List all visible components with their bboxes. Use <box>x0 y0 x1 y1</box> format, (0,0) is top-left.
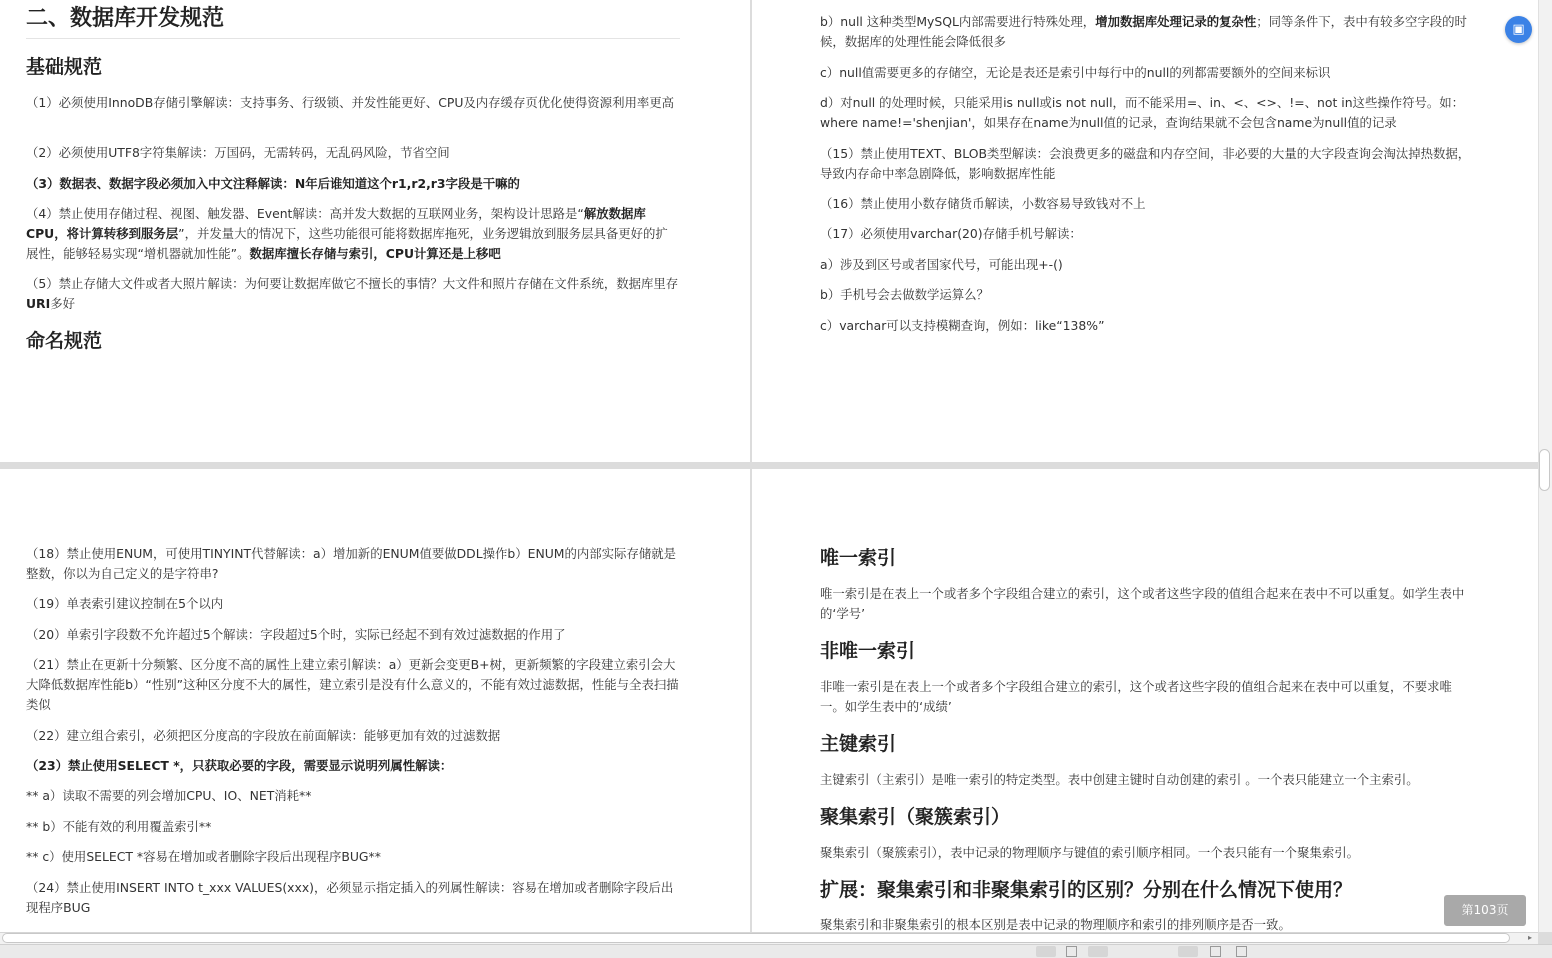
rule-item-21: （21）禁止在更新十分频繁、区分度不高的属性上建立索引解读：a）更新会变更B+树，更新频繁的字段建立索引会大大降低数据库性能b）“性别”这种区分度不大的属性，建立索引是没有什么意义的，不能有效过滤数据，性能与全表扫描类似 <box>26 657 679 712</box>
phone-item-b: b）手机号会去做数学运算么？ <box>820 287 989 302</box>
page-top-right <box>752 0 1538 462</box>
select-note-a: ** a）读取不需要的列会增加CPU、IO、NET消耗** <box>26 788 312 803</box>
heading-unique-index: 唯一索引 <box>820 547 897 569</box>
para-clustered-index: 聚集索引（聚簇索引），表中记录的物理顺序与键值的索引顺序相同。一个表只能有一个聚集索引。 <box>820 845 1359 860</box>
null-item-c: c）null值需要更多的存储空，无论是表还是索引中每行中的null的列都需要额外的空间来标识 <box>820 65 1331 80</box>
page-top-left <box>0 0 750 462</box>
rule-item-19: （19）单表索引建议控制在5个以内 <box>26 596 224 611</box>
null-item-b: b）null 这种类型MySQL内部需要进行特殊处理，增加数据库处理记录的复杂性；同等条件下，表中有较多空字段的时候，数据库的处理性能会降低很多 <box>820 14 1467 49</box>
rule-item-23: （23）禁止使用SELECT *，只获取必要的字段，需要显示说明列属性解读： <box>26 758 453 773</box>
read-mode-button[interactable] <box>1178 946 1198 957</box>
heading-non-unique-index: 非唯一索引 <box>820 640 916 662</box>
null-item-d: d）对null 的处理时候，只能采用is null或is not null，而不能采用=、in、<、<>、!=、not in这些操作符号。如：where name!='shenjian'，如果存在name为null值的记录，查询结果就不会包含name为null值的记录 <box>820 95 1465 130</box>
two-page-view-button[interactable] <box>1088 946 1108 957</box>
page-bottom-right <box>752 469 1538 932</box>
rule-item-22: （22）建立组合索引，必须把区分度高的字段放在前面解读：能够更加有效的过滤数据 <box>26 728 501 743</box>
heading-primary-key-index: 主键索引 <box>820 733 897 755</box>
rule-item-16: （16）禁止使用小数存储货币解读，小数容易导致钱对不上 <box>820 196 1146 211</box>
page-bottom-left <box>0 469 750 932</box>
para-non-unique-index: 非唯一索引是在表上一个或者多个字段组合建立的索引，这个或者这些字段的值组合起来在表中可以重复，不要求唯一。如学生表中的‘成绩’ <box>820 679 1452 714</box>
select-note-c: ** c）使用SELECT *容易在增加或者删除字段后出现程序BUG** <box>26 849 381 864</box>
status-bar <box>0 944 1552 958</box>
para-extension: 聚集索引和非聚集索引的根本区别是表中记录的物理顺序和索引的排列顺序是否一致。 <box>820 917 1291 932</box>
rule-item-17: （17）必须使用varchar(20)存储手机号解读： <box>820 226 1082 241</box>
rule-item-24: （24）禁止使用INSERT INTO t_xxx VALUES(xxx)，必须显示指定插入的列属性解读：容易在增加或者删除字段后出现程序BUG <box>26 880 674 915</box>
rule-item-4: （4）禁止使用存储过程、视图、触发器、Event解读：高并发大数据的互联网业务，架构设计思路是“解放数据库CPU，将计算转移到服务层”，并发量大的情况下，这些功能很可能将数据库拖死，业务逻辑放到服务层具备更好的扩展性，能够轻易实现“增机器就加性能”。数据库擅长存储与索引，CPU计算还是上移吧 <box>26 206 668 261</box>
para-unique-index: 唯一索引是在表上一个或者多个字段组合建立的索引，这个或者这些字段的值组合起来在表中不可以重复。如学生表中的‘学号’ <box>820 586 1465 621</box>
document-tool-button[interactable] <box>1505 16 1532 43</box>
para-primary-key-index: 主键索引（主索引）是唯一索引的特定类型。表中创建主键时自动创建的索引 。一个表只能建立一个主索引。 <box>820 772 1419 787</box>
rule-item-2: （2）必须使用UTF8字符集解读：万国码，无需转码，无乱码风险，节省空间 <box>26 145 450 160</box>
section-heading-naming: 命名规范 <box>26 330 103 352</box>
document-icon: ▣ <box>1512 22 1525 37</box>
page-view-icon[interactable] <box>1066 946 1077 957</box>
scroll-right-arrow-icon[interactable]: ▸ <box>1528 933 1533 942</box>
page-number-badge: 第103页 <box>1444 895 1526 926</box>
chapter-title: 二、数据库开发规范 <box>26 6 225 31</box>
vertical-scroll-thumb[interactable] <box>1539 449 1550 491</box>
title-divider <box>26 38 680 39</box>
fullscreen-icon[interactable] <box>1236 946 1247 957</box>
horizontal-scroll-thumb[interactable] <box>2 933 1510 943</box>
rule-item-20: （20）单索引字段数不允许超过5个解读：字段超过5个时，实际已经起不到有效过滤数据的作用了 <box>26 627 566 642</box>
rule-item-5: （5）禁止存储大文件或者大照片解读：为何要让数据库做它不擅长的事情？大文件和照片存储在文件系统，数据库里存URI多好 <box>26 276 679 311</box>
section-heading-basic: 基础规范 <box>26 56 103 78</box>
phone-item-a: a）涉及到区号或者国家代号，可能出现+-() <box>820 257 1063 272</box>
phone-item-c: c）varchar可以支持模糊查询，例如：like“138%” <box>820 318 1105 333</box>
heading-extension-question: 扩展：聚集索引和非聚集索引的区别？分别在什么情况下使用？ <box>820 879 1353 901</box>
rule-item-1: （1）必须使用InnoDB存储引擎解读：支持事务、行级锁、并发性能更好、CPU及内存缓存页优化使得资源利用率更高 <box>26 95 675 110</box>
rule-item-3: （3）数据表、数据字段必须加入中文注释解读：N年后谁知道这个r1,r2,r3字段是干嘛的 <box>26 176 520 191</box>
heading-clustered-index: 聚集索引（聚簇索引） <box>820 806 1011 828</box>
select-note-b: ** b）不能有效的利用覆盖索引** <box>26 819 212 834</box>
single-page-view-button[interactable] <box>1036 946 1056 957</box>
rule-item-15: （15）禁止使用TEXT、BLOB类型解读：会浪费更多的磁盘和内存空间，非必要的大量的大字段查询会淘汰掉热数据，导致内存命中率急剧降低，影响数据库性能 <box>820 146 1471 181</box>
rule-item-18: （18）禁止使用ENUM，可使用TINYINT代替解读：a）增加新的ENUM值要做DDL操作b）ENUM的内部实际存储就是整数，你以为自己定义的是字符串? <box>26 546 677 581</box>
fit-width-icon[interactable] <box>1210 946 1221 957</box>
